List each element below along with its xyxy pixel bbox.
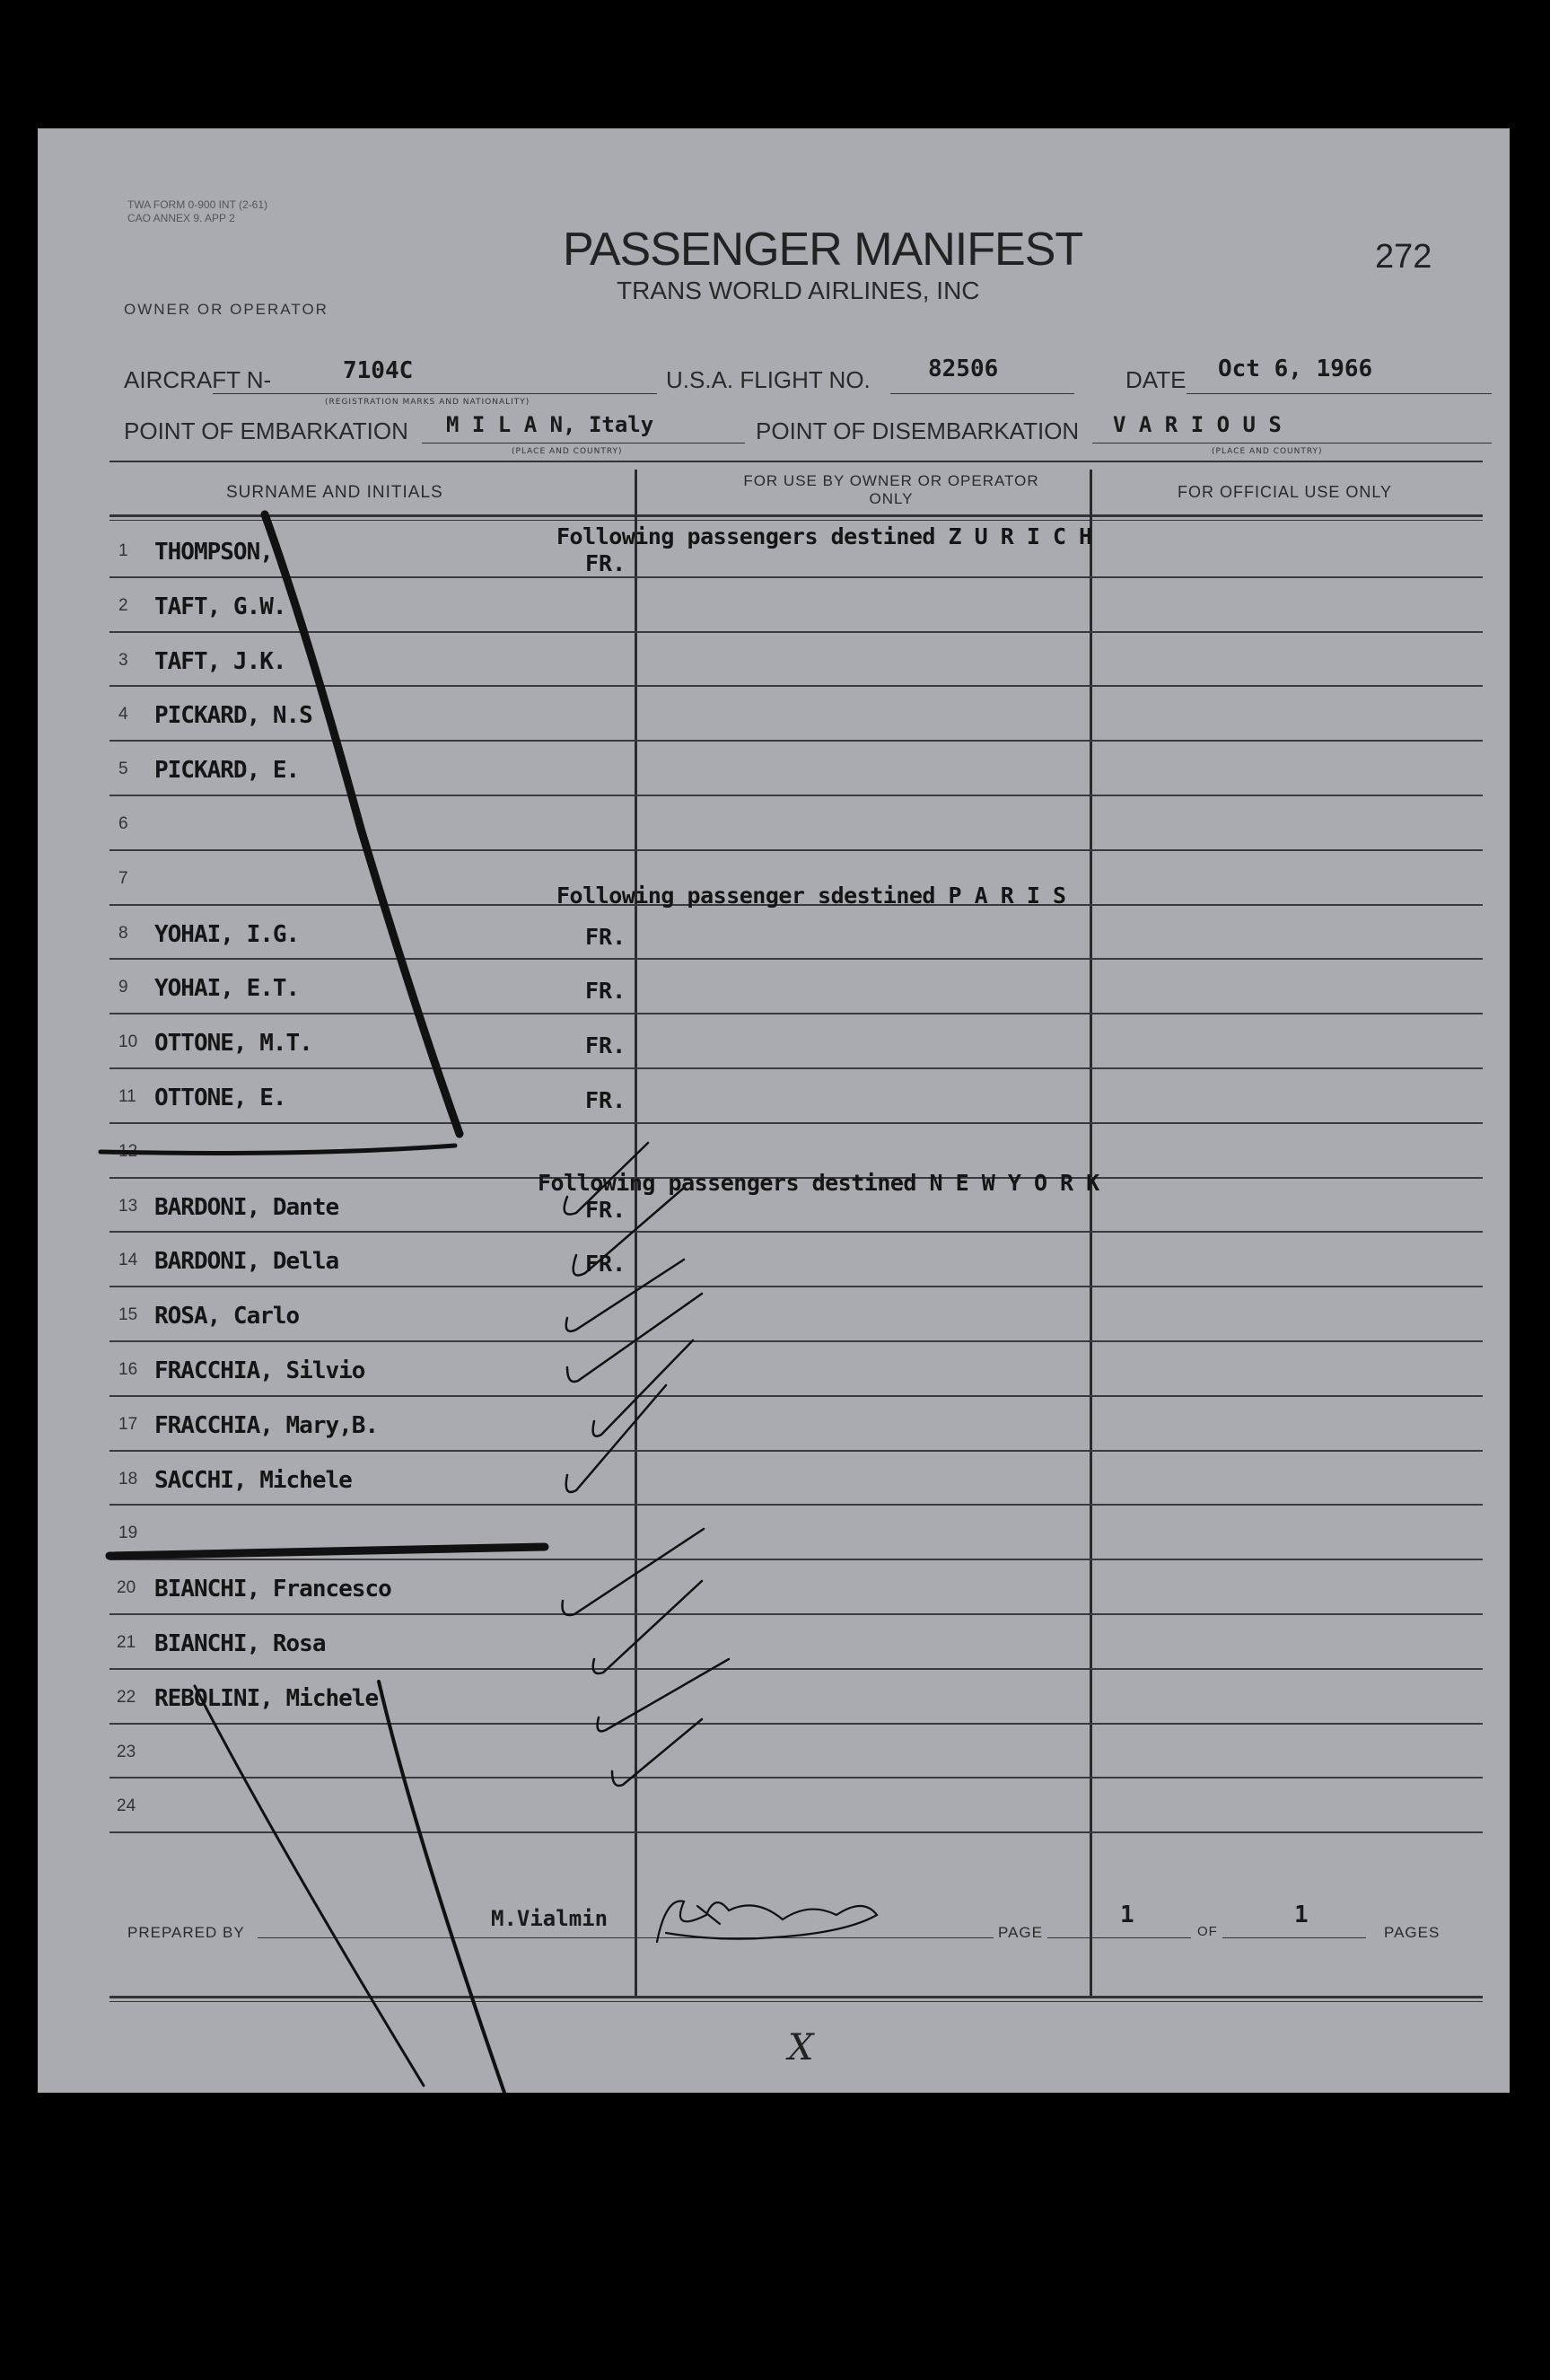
row-number: 17 [118, 1414, 138, 1434]
page-stamp: 272 [1375, 238, 1432, 276]
row-rule [109, 1777, 1483, 1778]
form-number: TWA FORM 0-900 INT (2-61) [127, 198, 268, 211]
handwritten-x-mark: X [788, 2027, 814, 2068]
of-value: 1 [1294, 1901, 1309, 1928]
page-underline [1047, 1937, 1191, 1938]
aircraft-underline [213, 393, 657, 394]
row-number: 22 [117, 1687, 136, 1707]
row-number: 5 [118, 760, 128, 779]
passenger-nationality: FR. [585, 1196, 626, 1223]
document-title: PASSENGER MANIFEST [563, 224, 1083, 276]
table-top-rule [109, 461, 1483, 462]
note-paris: Following passenger sdestined P A R I S [556, 883, 1066, 909]
of-label: OF [1197, 1924, 1218, 1939]
signature [657, 1901, 877, 1942]
check-marks [563, 1143, 729, 1786]
form-annex: CAO ANNEX 9. APP 2 [127, 212, 235, 224]
row-rule [109, 795, 1483, 796]
row-number: 11 [118, 1087, 136, 1106]
strike-tail-left [195, 1686, 424, 2086]
passenger-name: BIANCHI, Rosa [154, 1630, 326, 1657]
row-rule [109, 1122, 1483, 1124]
passenger-name: OTTONE, M.T. [154, 1030, 312, 1058]
row-number: 24 [117, 1796, 136, 1816]
prepared-by-label: PREPARED BY [127, 1924, 245, 1941]
strike-tail-right [379, 1682, 504, 2093]
disembarkation-label: POINT OF DISEMBARKATION [756, 417, 1080, 444]
date-label: DATE [1125, 366, 1187, 393]
passenger-name: SACCHI, Michele [154, 1466, 352, 1494]
date-value: Oct 6, 1966 [1218, 356, 1373, 382]
row-number: 2 [118, 595, 128, 615]
strike-row-19 [109, 1547, 545, 1556]
row-rule [109, 958, 1483, 960]
row-number: 6 [118, 814, 128, 833]
row-number: 1 [118, 541, 128, 560]
row-rule [109, 849, 1483, 851]
row-rule [109, 1286, 1483, 1287]
table-bottom-rule-2 [109, 2001, 1483, 2002]
check-mark-21 [593, 1581, 702, 1673]
embarkation-underline [422, 443, 745, 444]
page-label: PAGE [998, 1924, 1043, 1941]
passenger-name: OTTONE, E. [154, 1085, 286, 1111]
table-header-rule-2 [109, 520, 1483, 521]
row-rule [109, 1723, 1483, 1725]
manifest-sheet [38, 128, 1510, 2093]
strike-row-12 [101, 1146, 455, 1153]
passenger-name: REBOLINI, Michele [154, 1684, 379, 1712]
date-underline [1187, 393, 1492, 394]
row-rule [109, 1450, 1483, 1452]
passenger-name: TAFT, J.K. [154, 647, 286, 675]
row-rule [109, 1668, 1483, 1670]
row-rule [109, 1559, 1483, 1560]
airline-name: TRANS WORLD AIRLINES, INC [617, 277, 980, 304]
row-rule [109, 1340, 1483, 1342]
row-number: 3 [118, 650, 128, 670]
row-number: 21 [117, 1633, 136, 1652]
flight-value: 82506 [928, 356, 999, 382]
disembarkation-value: V A R I O U S [1113, 412, 1282, 437]
owner-operator-label: OWNER OR OPERATOR [124, 301, 328, 318]
passenger-name: FRACCHIA, Mary,B. [154, 1411, 379, 1439]
passenger-name: BARDONI, Dante [154, 1193, 339, 1221]
row-rule [109, 1067, 1483, 1069]
pages-label: PAGES [1384, 1924, 1441, 1941]
passenger-nationality: FR. [585, 1251, 626, 1278]
passenger-nationality: FR. [585, 550, 626, 576]
row-rule [109, 1013, 1483, 1014]
row-rule [109, 1831, 1483, 1833]
embarkation-value: M I L A N, Italy [446, 412, 654, 437]
passenger-name: PICKARD, E. [154, 757, 300, 785]
col-owner-use-header: FOR USE BY OWNER OR OPERATOR ONLY [743, 472, 1039, 507]
row-rule [109, 1613, 1483, 1615]
embark-caption: (PLACE AND COUNTRY) [512, 447, 623, 456]
prepared-by-value: M.Vialmin [491, 1906, 609, 1931]
row-rule [109, 740, 1483, 742]
flight-label: U.S.A. FLIGHT NO. [666, 366, 871, 393]
row-number: 15 [118, 1305, 138, 1325]
row-number: 4 [118, 705, 128, 725]
row-number: 20 [117, 1578, 136, 1598]
row-rule [109, 1231, 1483, 1233]
row-rule [109, 685, 1483, 687]
passenger-name: BARDONI, Della [154, 1248, 339, 1276]
passenger-name: THOMPSON, [154, 539, 273, 566]
embarkation-label: POINT OF EMBARKATION [124, 417, 408, 444]
aircraft-label: AIRCRAFT N- [124, 366, 272, 393]
check-mark-22 [598, 1659, 729, 1731]
registration-caption: (REGISTRATION MARKS AND NATIONALITY) [325, 398, 530, 407]
check-mark-17 [593, 1340, 693, 1436]
row-rule [109, 576, 1483, 578]
aircraft-value: 7104C [343, 357, 414, 384]
row-number: 12 [118, 1141, 138, 1161]
passenger-name: TAFT, G.W. [154, 593, 286, 620]
check-mark-20 [563, 1529, 704, 1615]
note-new-york: Following passengers destined N E W Y O R K [538, 1170, 1099, 1196]
row-number: 14 [118, 1251, 138, 1270]
passenger-name: FRACCHIA, Silvio [154, 1357, 365, 1384]
note-zurich: Following passengers destined Z U R I C H [556, 523, 1092, 549]
check-mark-22b [612, 1719, 702, 1786]
row-number: 13 [118, 1196, 138, 1216]
row-number: 10 [118, 1032, 138, 1052]
row-number: 8 [118, 923, 128, 943]
disembark-caption: (PLACE AND COUNTRY) [1212, 447, 1323, 456]
row-number: 18 [118, 1469, 138, 1489]
passenger-nationality: FR. [585, 1032, 626, 1059]
row-number: 19 [118, 1524, 138, 1543]
row-number: 9 [118, 978, 128, 997]
passenger-name: YOHAI, E.T. [154, 975, 300, 1003]
disembarkation-underline [1092, 443, 1492, 444]
row-number: 16 [118, 1360, 138, 1379]
row-rule [109, 631, 1483, 633]
row-number: 7 [118, 868, 128, 888]
passenger-nationality: FR. [585, 1087, 626, 1113]
col-surname-header: SURNAME AND INITIALS [226, 483, 443, 502]
row-number: 23 [117, 1742, 136, 1761]
col-official-use-header: FOR OFFICIAL USE ONLY [1178, 483, 1393, 501]
passenger-name: ROSA, Carlo [154, 1303, 300, 1331]
table-bottom-rule [109, 1996, 1483, 1998]
passenger-nationality: FR. [585, 978, 626, 1005]
passenger-name: PICKARD, N.S [154, 702, 312, 730]
row-rule [109, 1504, 1483, 1506]
table-header-rule [109, 514, 1483, 517]
passenger-name: YOHAI, I.G. [154, 920, 300, 948]
row-rule [109, 1395, 1483, 1397]
passenger-name: BIANCHI, Francesco [154, 1576, 391, 1603]
prepared-by-underline [258, 1937, 994, 1938]
page-value: 1 [1120, 1901, 1134, 1928]
passenger-nationality: FR. [585, 923, 626, 950]
flight-underline [890, 393, 1074, 394]
of-underline [1222, 1937, 1366, 1938]
check-mark-18 [566, 1385, 666, 1492]
